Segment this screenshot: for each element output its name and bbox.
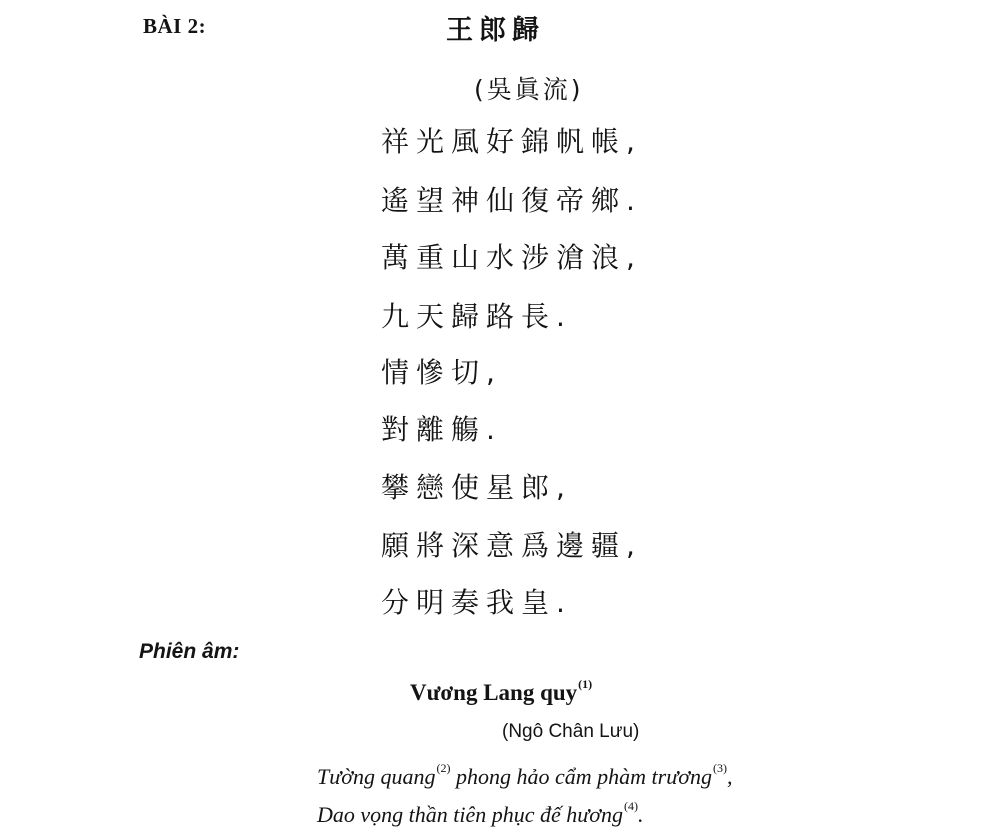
- han-poem-line: 對離觴.: [381, 413, 502, 446]
- han-poem-line: 分明奏我皇.: [381, 586, 572, 619]
- footnote-marker: (3): [712, 761, 727, 775]
- transliteration-line: [317, 799, 644, 828]
- han-poem-line: 祥光風好錦帆帳,: [381, 125, 642, 158]
- transliteration-section-label: Phiên âm:: [139, 640, 240, 663]
- han-author: (吳眞流): [474, 75, 584, 104]
- han-poem-line: 願將深意爲邊疆,: [381, 529, 642, 562]
- lesson-label: BÀI 2:: [143, 14, 207, 38]
- han-poem-line: 情慘切,: [381, 356, 502, 389]
- han-title: 王郎歸: [446, 15, 545, 46]
- han-poem-line: 九天歸路長.: [381, 300, 572, 333]
- footnote-marker: (1): [578, 677, 593, 691]
- han-poem-line: 攀戀使星郎,: [381, 471, 572, 504]
- han-poem-line: 萬重山水涉滄浪,: [381, 241, 642, 274]
- han-poem-line: 遙望神仙復帝鄉.: [381, 184, 642, 217]
- transliteration-title-text: Vương Lang quy: [410, 680, 578, 705]
- verse-punctuation: .: [638, 802, 644, 827]
- verse-text: phong hảo cẩm phàm trương: [450, 764, 712, 789]
- transliteration-title: [410, 677, 593, 706]
- verse-text: Dao vọng thần tiên phục đế hương: [317, 802, 624, 827]
- footnote-marker: (2): [436, 761, 451, 775]
- verse-punctuation: ,: [726, 764, 733, 789]
- transliteration-line: [317, 761, 733, 790]
- verse-text: Tường quang: [317, 764, 436, 789]
- transliteration-author: (Ngô Chân Lưu): [502, 721, 640, 742]
- footnote-marker: (4): [624, 799, 639, 813]
